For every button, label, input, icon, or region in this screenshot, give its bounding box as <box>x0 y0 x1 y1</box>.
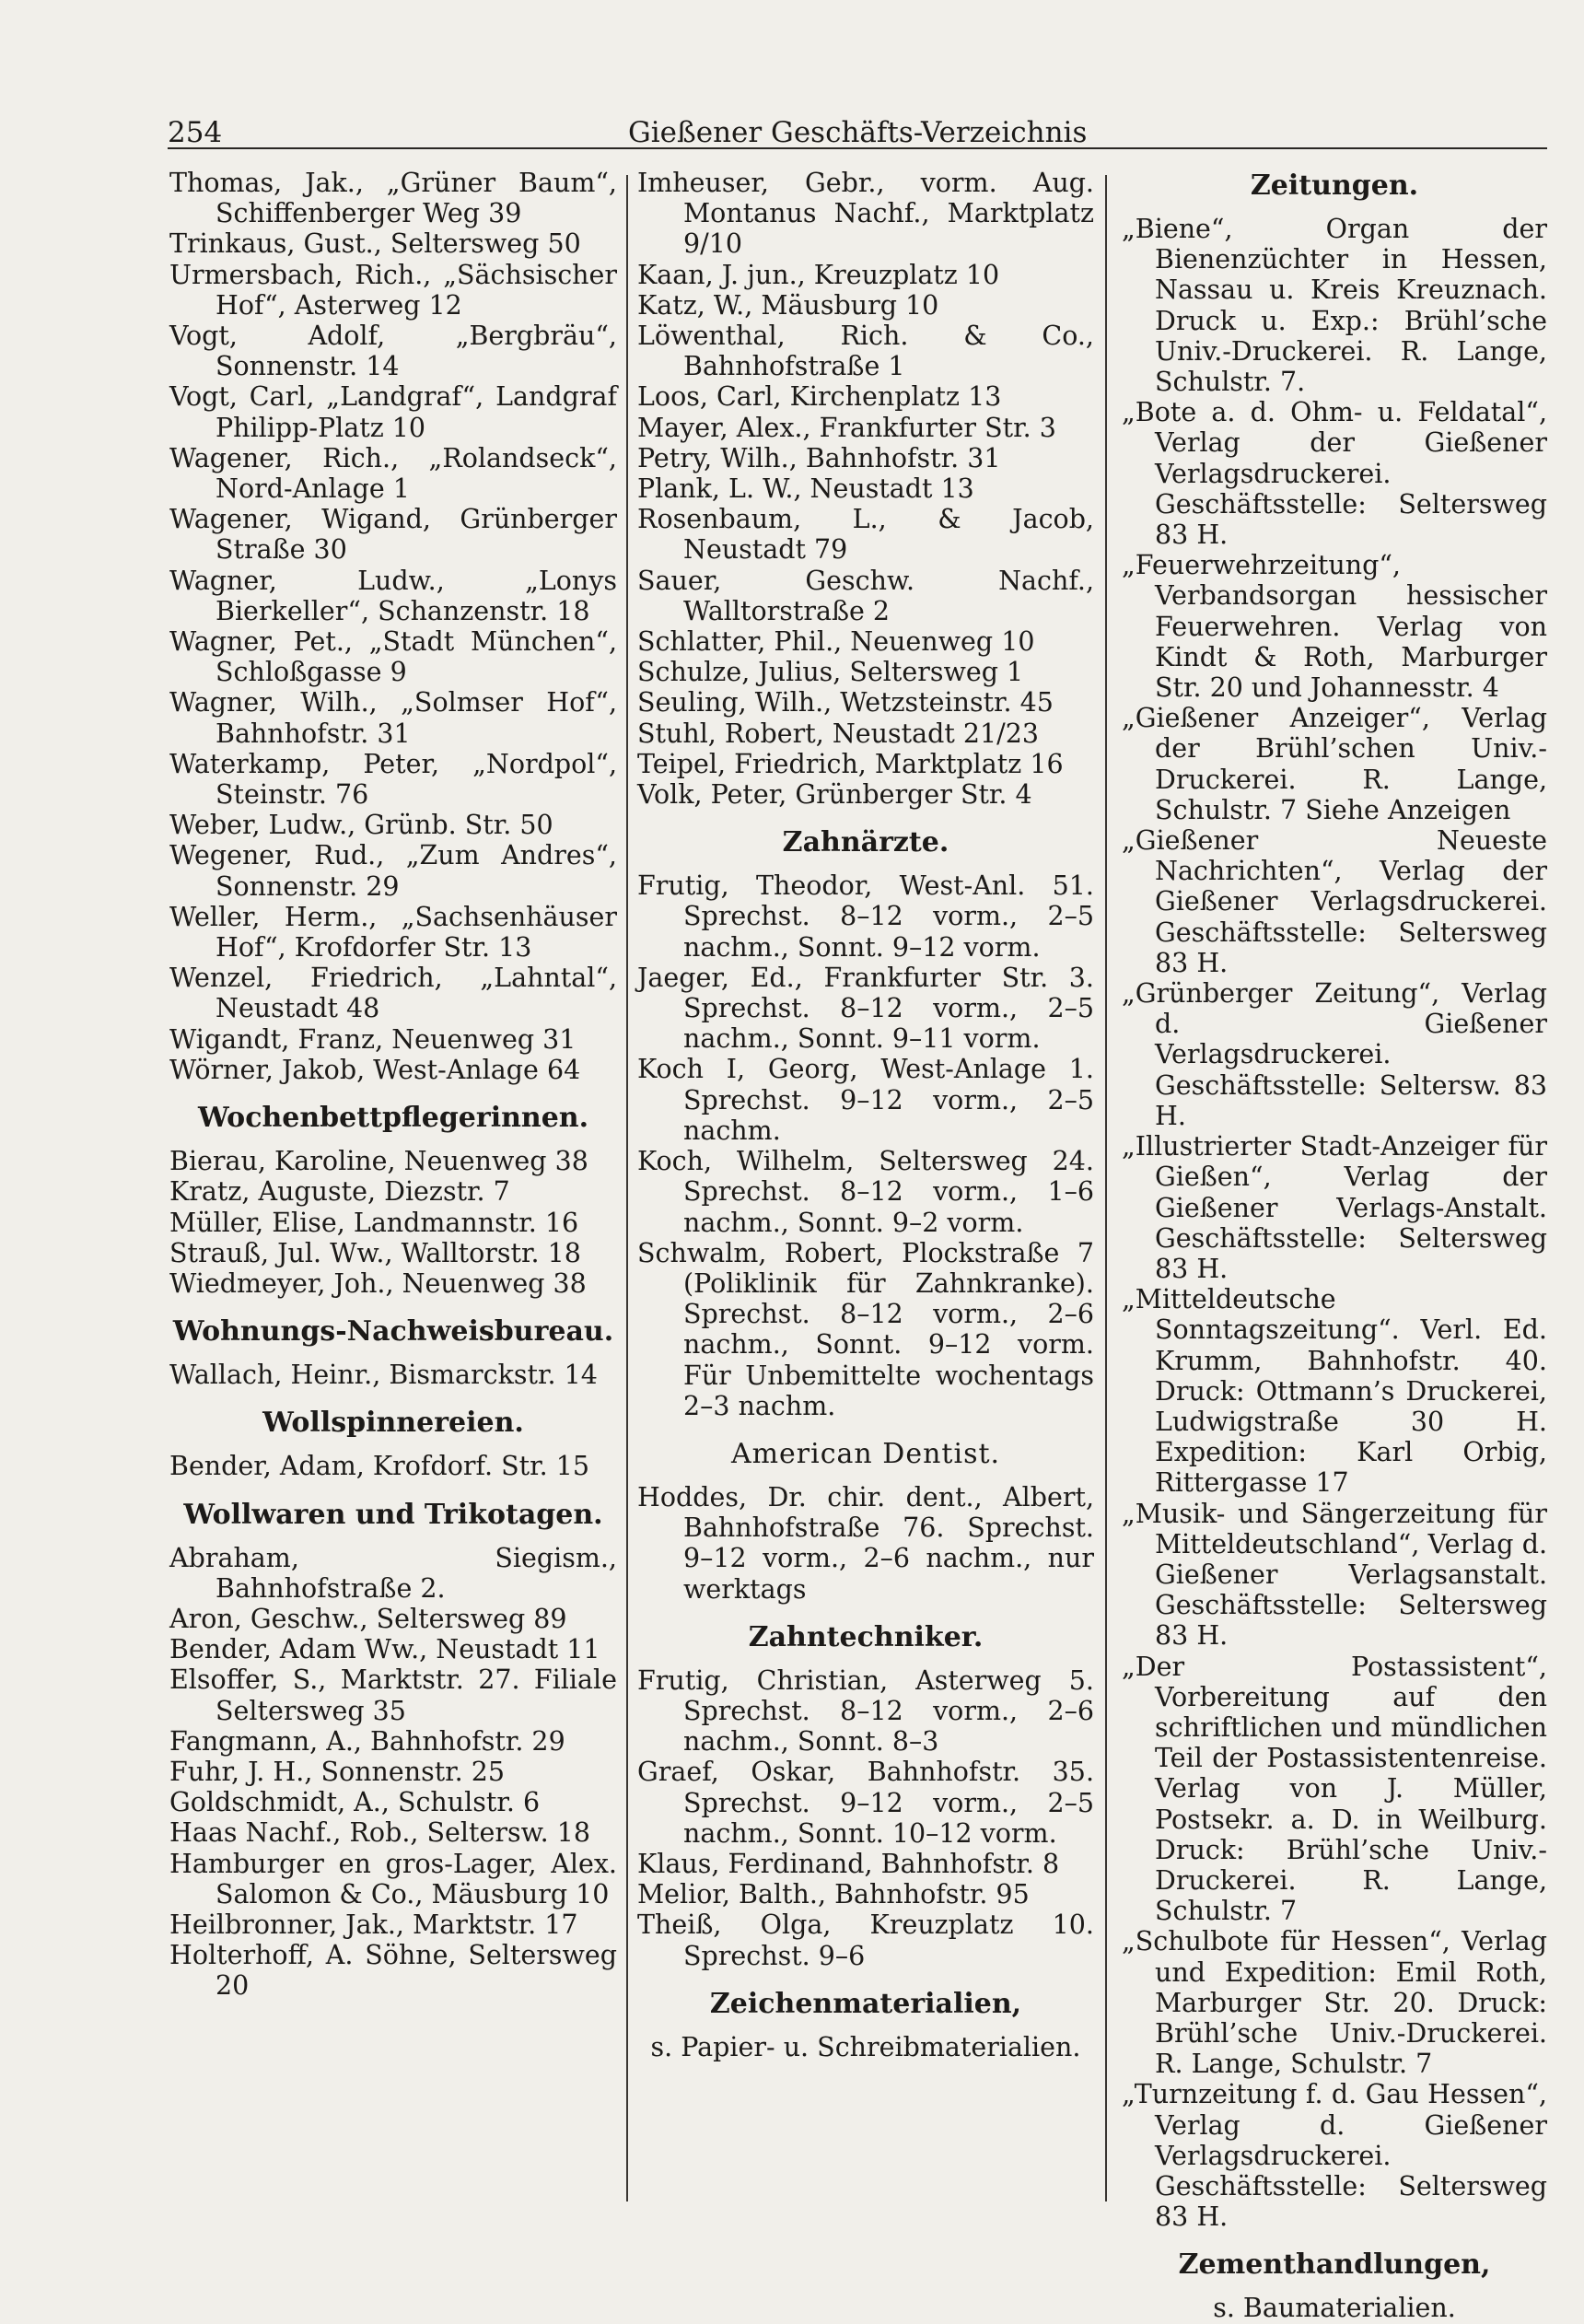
directory-entry: „Mitteldeutsche Sonntagszeitung“. Verl. Ed. Krumm, Bahnhofstr. 40. Druck: Ottmann’s Druckerei, Ludwigstraße 30 H. Expedition: Karl Orbig, Rittergasse 17 <box>1122 1284 1547 1499</box>
directory-entry: Sauer, Geschw. Nachf., Walltorstraße 2 <box>637 565 1094 626</box>
directory-entry: Klaus, Ferdinand, Bahnhofstr. 8 <box>637 1848 1060 1879</box>
directory-entry: Frutig, Theodor, West-Anl. 51. Sprechst. 8–12 vorm., 2–5 nachm., Sonnt. 9–12 vorm. <box>637 870 1094 963</box>
column-divider <box>626 175 628 2201</box>
directory-entry: Graef, Oskar, Bahnhofstr. 35. Sprechst. 9–12 vorm., 2–5 nachm., Sonnt. 10–12 vorm. <box>637 1757 1094 1849</box>
entries-list <box>169 168 617 1085</box>
directory-entry: „Gießener Anzeiger“, Verlag der Brühl’schen Univ.-Druckerei. R. Lange, Schulstr. 7 Siehe Anzeigen <box>1122 703 1547 825</box>
header-rule <box>168 147 1547 149</box>
directory-entry: Loos, Carl, Kirchenplatz 13 <box>637 381 1002 413</box>
directory-entry: Wagner, Wilh., „Solmser Hof“, Bahnhofstr. 31 <box>169 687 617 749</box>
entries-list <box>637 168 1094 810</box>
column-left <box>169 168 617 2203</box>
directory-entry: Wörner, Jakob, West-Anlage 64 <box>169 1054 581 1085</box>
section-heading: Zeichenmaterialien, <box>709 1987 1022 2020</box>
directory-entry: „Illustrierter Stadt-Anzeiger für Gießen“, Verlag der Gießener Verlags-Anstalt. Geschäftsstelle: Seltersweg 83 H. <box>1122 1131 1547 1284</box>
entries-list <box>637 1665 1094 1971</box>
directory-entry: Mayer, Alex., Frankfurter Str. 3 <box>637 412 1056 443</box>
directory-entry: Petry, Wilh., Bahnhofstr. 31 <box>637 442 1001 473</box>
directory-entry: Trinkaus, Gust., Seltersweg 50 <box>169 228 581 260</box>
directory-entry: „Schulbote für Hessen“, Verlag und Expedition: Emil Roth, Marburger Str. 20. Druck: Brühl’sche Univ.-Druckerei. R. Lange, Schulstr. 7 <box>1122 1926 1547 2080</box>
column-middle <box>637 168 1094 2203</box>
directory-entry: Fuhr, J. H., Sonnenstr. 25 <box>169 1756 506 1787</box>
entries-list <box>1122 214 1547 2232</box>
cross-reference: s. Papier- u. Schreibmaterialien. <box>650 2031 1081 2062</box>
directory-entry: Melior, Balth., Bahnhofstr. 95 <box>637 1879 1030 1910</box>
directory-entry: Wigandt, Franz, Neuenweg 31 <box>169 1023 577 1055</box>
directory-entry: Kratz, Auguste, Diezstr. 7 <box>169 1176 510 1208</box>
directory-entry: Goldschmidt, A., Schulstr. 6 <box>169 1787 541 1818</box>
directory-entry: Rosenbaum, L., & Jacob, Neustadt 79 <box>637 504 1094 566</box>
directory-entry: Schlatter, Phil., Neuenweg 10 <box>637 626 1035 658</box>
section-heading: Wochenbettpflegerinnen. <box>197 1102 589 1135</box>
directory-entry: Löwenthal, Rich. & Co., Bahnhofstraße 1 <box>637 321 1094 382</box>
directory-entry: Katz, W., Mäusburg 10 <box>637 289 939 321</box>
directory-entry: Bender, Adam Ww., Neustadt 11 <box>169 1634 600 1665</box>
directory-entry: Wegener, Rud., „Zum Andres“, Sonnenstr. 29 <box>169 840 617 902</box>
directory-entry: Jaeger, Ed., Frankfurter Str. 3. Sprechst. 8–12 vorm., 2–5 nachm., Sonnt. 9–11 vorm. <box>637 962 1094 1055</box>
directory-entry: Theiß, Olga, Kreuzplatz 10. Sprechst. 9–6 <box>637 1909 1094 1971</box>
page-number: 254 <box>168 116 223 149</box>
directory-entry: Wagner, Ludw., „Lonys Bierkeller“, Schanzenstr. 18 <box>169 565 617 626</box>
directory-entry: Seuling, Wilh., Wetzsteinstr. 45 <box>637 687 1054 718</box>
directory-entry: „Feuerwehrzeitung“, Verbandsorgan hessischer Feuerwehren. Verlag von Kindt & Roth, Marburger Str. 20 und Johannesstr. 4 <box>1122 550 1547 704</box>
directory-entry: Wagener, Rich., „Rolandseck“, Nord-Anlage 1 <box>169 442 617 505</box>
directory-entry: Koch, Wilhelm, Seltersweg 24. Sprechst. 8–12 vorm., 1–6 nachm., Sonnt. 9–2 vorm. <box>637 1146 1094 1238</box>
directory-entry: Haas Nachf., Rob., Seltersw. 18 <box>169 1817 590 1849</box>
directory-entry: Fangmann, A., Bahnhofstr. 29 <box>169 1725 565 1757</box>
directory-entry: „Bote a. d. Ohm- u. Feldatal“, Verlag der Gießener Verlagsdruckerei. Geschäftsstelle: Seltersweg 83 H. <box>1122 397 1547 551</box>
directory-entry: Schulze, Julius, Seltersweg 1 <box>637 657 1024 688</box>
entries-list <box>637 1482 1094 1605</box>
directory-entry: Schwalm, Robert, Plockstraße 7 (Poliklinik für Zahnkranke). Sprechst. 8–12 vorm., 2–6 nachm., Sonnt. 9–12 vorm. Für Unbemittelte wochentags 2–3 nachm. <box>637 1237 1094 1421</box>
directory-entry: Bierau, Karoline, Neuenweg 38 <box>169 1146 588 1177</box>
column-divider <box>1105 175 1107 2201</box>
entries-list <box>169 1451 617 1481</box>
entries-list <box>637 870 1094 1421</box>
section-heading: Wollspinnereien. <box>262 1407 524 1440</box>
directory-entry: Hoddes, Dr. chir. dent., Albert, Bahnhofstraße 76. Sprechst. 9–12 vorm., 2–6 nachm., nur werktags <box>637 1481 1094 1605</box>
directory-entry: Weller, Herm., „Sachsenhäuser Hof“, Krofdorfer Str. 13 <box>169 901 617 963</box>
directory-entry: Imheuser, Gebr., vorm. Aug. Montanus Nachf., Marktplatz 9/10 <box>637 168 1094 260</box>
directory-entry: Teipel, Friedrich, Marktplatz 16 <box>637 748 1064 779</box>
directory-entry: Urmersbach, Rich., „Sächsischer Hof“, Asterweg 12 <box>169 259 617 321</box>
entries-list <box>169 1360 617 1390</box>
directory-entry: „Musik- und Sängerzeitung für Mitteldeutschland“, Verlag d. Gießener Verlagsanstalt. Geschäftsstelle: Seltersweg 83 H. <box>1122 1498 1547 1652</box>
directory-entry: Plank, L. W., Neustadt 13 <box>637 473 974 505</box>
directory-entry: Koch I, Georg, West-Anlage 1. Sprechst. 9–12 vorm., 2–5 nachm. <box>637 1054 1094 1146</box>
directory-entry: Volk, Peter, Grünberger Str. 4 <box>637 779 1032 811</box>
directory-entry: Wallach, Heinr., Bismarckstr. 14 <box>169 1360 598 1391</box>
directory-entry: Wagener, Wigand, Grünberger Straße 30 <box>169 504 617 566</box>
section-heading: American Dentist. <box>730 1437 1001 1470</box>
directory-entry: „Grünberger Zeitung“, Verlag d. Gießener Verlagsdruckerei. Geschäftsstelle: Seltersw. 83 H. <box>1122 978 1547 1131</box>
directory-entry: Heilbronner, Jak., Marktstr. 17 <box>169 1909 578 1940</box>
directory-entry: Wagner, Pet., „Stadt München“, Schloßgasse 9 <box>169 626 617 688</box>
section-heading: Wollwaren und Trikotagen. <box>183 1498 603 1531</box>
section-heading: Wohnungs-Nachweisbureau. <box>172 1315 614 1349</box>
directory-entry: Stuhl, Robert, Neustadt 21/23 <box>637 718 1039 749</box>
directory-entry: Thomas, Jak., „Grüner Baum“, Schiffenberger Weg 39 <box>169 168 617 229</box>
directory-entry: Vogt, Carl, „Landgraf“, Landgraf Philipp-Platz 10 <box>169 381 617 443</box>
directory-entry: Vogt, Adolf, „Bergbräu“, Sonnenstr. 14 <box>169 321 617 382</box>
directory-entry: Aron, Geschw., Seltersweg 89 <box>169 1603 567 1634</box>
cross-reference: s. Baumaterialien. <box>1213 2293 1456 2324</box>
entries-list <box>169 1543 617 2002</box>
directory-entry: Müller, Elise, Landmannstr. 16 <box>169 1207 579 1238</box>
directory-entry: Hamburger en gros-Lager, Alex. Salomon & Co., Mäusburg 10 <box>169 1848 617 1909</box>
directory-entry: Wenzel, Friedrich, „Lahntal“, Neustadt 48 <box>169 963 617 1024</box>
entries-list <box>169 1146 617 1299</box>
directory-entry: Wiedmeyer, Joh., Neuenweg 38 <box>169 1267 587 1299</box>
page-header <box>168 103 1547 158</box>
section-heading: Zahnärzte. <box>782 826 949 859</box>
directory-entry: „Gießener Neueste Nachrichten“, Verlag der Gießener Verlagsdruckerei. Geschäftsstelle: Seltersweg 83 H. <box>1122 825 1547 978</box>
directory-entry: „Der Postassistent“, Vorbereitung auf den schriftlichen und mündlichen Teil der Postassistentenreise. Verlag von J. Müller, Postsekr. a. D. in Weilburg. Druck: Brühl’sche Univ.-Druckerei. R. Lange, Schulstr. 7 <box>1122 1651 1547 1927</box>
directory-entry: „Turnzeitung f. d. Gau Hessen“, Verlag d. Gießener Verlagsdruckerei. Geschäftsstelle: Seltersweg 83 H. <box>1122 2079 1547 2233</box>
directory-entry: Waterkamp, Peter, „Nordpol“, Steinstr. 76 <box>169 748 617 811</box>
section-heading: Zahntechniker. <box>748 1620 984 1653</box>
directory-entry: Abraham, Siegism., Bahnhofstraße 2. <box>169 1542 617 1604</box>
directory-entry: „Biene“, Organ der Bienenzüchter in Hessen, Nassau u. Kreis Kreuznach. Druck u. Exp.: Brühl’sche Univ.-Druckerei. R. Lange, Schulstr. 7. <box>1122 214 1547 398</box>
directory-entry: Holterhoff, A. Söhne, Seltersweg 20 <box>169 1940 617 2002</box>
directory-entry: Weber, Ludw., Grünb. Str. 50 <box>169 810 553 841</box>
section-heading: Zementhandlungen, <box>1178 2248 1491 2282</box>
section-heading: Zeitungen. <box>1250 169 1419 202</box>
directory-entry: Elsoffer, S., Marktstr. 27. Filiale Seltersweg 35 <box>169 1664 617 1726</box>
directory-entry: Kaan, J. jun., Kreuzplatz 10 <box>637 259 1000 290</box>
directory-entry: Strauß, Jul. Ww., Walltorstr. 18 <box>169 1237 581 1268</box>
running-title: Gießener Geschäfts-Verzeichnis <box>628 116 1088 149</box>
directory-entry: Frutig, Christian, Asterweg 5. Sprechst. 8–12 vorm., 2–6 nachm., Sonnt. 8–3 <box>637 1664 1094 1758</box>
column-right <box>1122 168 1547 2324</box>
directory-entry: Bender, Adam, Krofdorf. Str. 15 <box>169 1451 589 1482</box>
